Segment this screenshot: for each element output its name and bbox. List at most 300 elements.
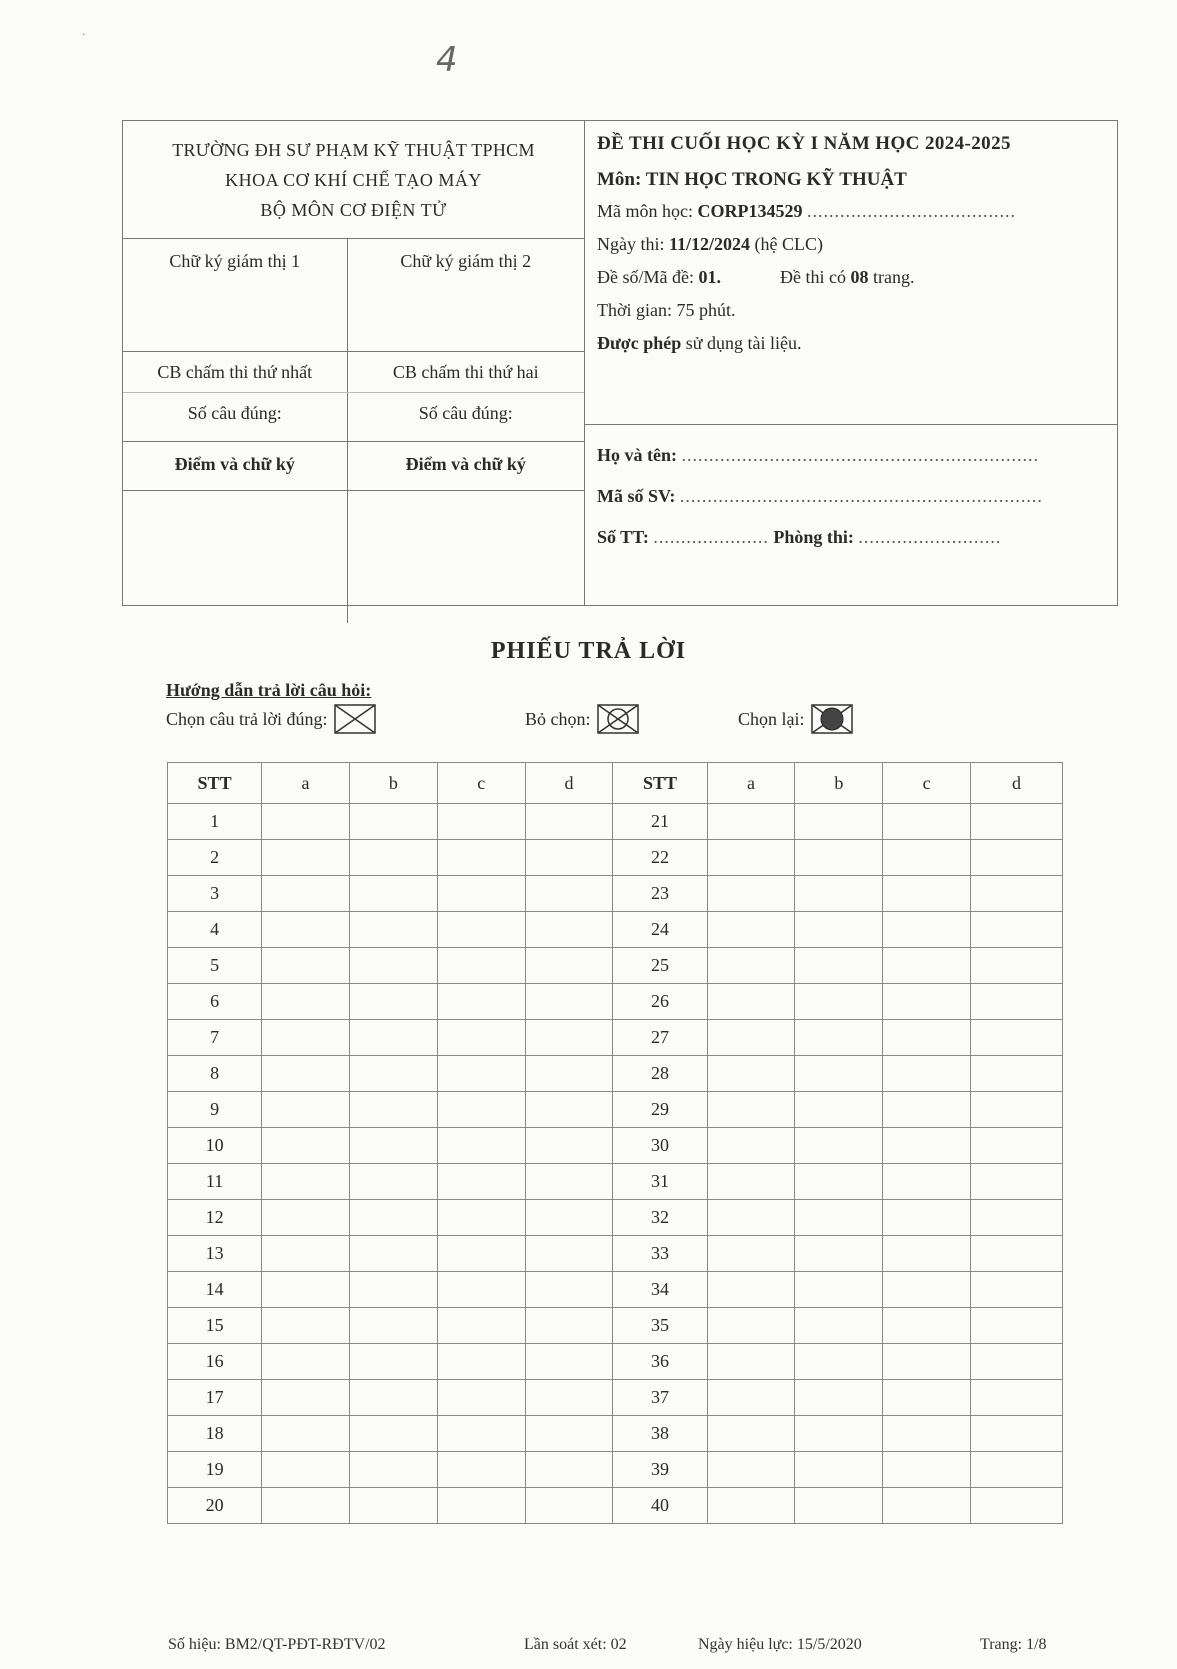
question-number: 28 — [613, 1056, 707, 1092]
answer-cell-d[interactable] — [525, 804, 613, 840]
correct-count1-label: Số câu đúng: — [123, 393, 348, 441]
answer-cell-d[interactable] — [971, 1200, 1063, 1236]
answer-cell-b[interactable] — [349, 1272, 437, 1308]
answer-cell-a[interactable] — [707, 1056, 795, 1092]
answer-cell-d[interactable] — [525, 1020, 613, 1056]
answer-cell-b[interactable] — [795, 1020, 883, 1056]
answer-cell-c[interactable] — [437, 1020, 525, 1056]
answer-cell-d[interactable] — [971, 1164, 1063, 1200]
answer-cell-d[interactable] — [525, 876, 613, 912]
answer-cell-b[interactable] — [349, 1416, 437, 1452]
answer-cell-c[interactable] — [437, 1452, 525, 1488]
materials-bold: Được phép — [597, 333, 682, 353]
question-number: 7 — [168, 1020, 262, 1056]
circled-cross-box-icon — [597, 704, 639, 734]
table-row — [168, 1056, 1063, 1092]
answer-cell-d[interactable] — [971, 1236, 1063, 1272]
answer-cell-a[interactable] — [707, 840, 795, 876]
proctor2-label: Chữ ký giám thị 2 — [400, 251, 532, 271]
question-number: 2 — [168, 840, 262, 876]
answer-cell-c[interactable] — [883, 804, 971, 840]
name-field[interactable]: ................................................................. — [681, 445, 1039, 465]
answer-cell-a[interactable] — [262, 1272, 350, 1308]
table-row — [168, 1380, 1063, 1416]
answer-cell-b[interactable] — [349, 1092, 437, 1128]
answer-table-body — [168, 804, 1063, 1524]
answer-cell-b[interactable] — [795, 1164, 883, 1200]
legend-choose — [166, 704, 376, 734]
question-number: 29 — [613, 1092, 707, 1128]
answer-cell-a[interactable] — [707, 1236, 795, 1272]
answer-cell-b[interactable] — [349, 1128, 437, 1164]
answer-cell-a[interactable] — [707, 1200, 795, 1236]
question-number: 33 — [613, 1236, 707, 1272]
col-b-right: b — [795, 763, 883, 804]
answer-cell-d[interactable] — [971, 1344, 1063, 1380]
student-name-line — [597, 445, 1117, 466]
answer-cell-c[interactable] — [437, 876, 525, 912]
exam-no: 01. — [698, 267, 721, 287]
answer-cell-c[interactable] — [437, 912, 525, 948]
score1-label: Điểm và chữ ký — [123, 442, 348, 490]
answer-cell-c[interactable] — [883, 1380, 971, 1416]
question-number: 24 — [613, 912, 707, 948]
answer-cell-b[interactable] — [349, 1020, 437, 1056]
answer-cell-c[interactable] — [883, 1272, 971, 1308]
answer-cell-a[interactable] — [707, 948, 795, 984]
seq-label: Số TT: — [597, 527, 649, 547]
col-a-left: a — [262, 763, 350, 804]
answer-cell-d[interactable] — [971, 948, 1063, 984]
answer-cell-c[interactable] — [883, 912, 971, 948]
answer-cell-c[interactable] — [883, 1416, 971, 1452]
header-left-panel — [123, 121, 585, 605]
question-number: 20 — [168, 1488, 262, 1524]
guide-title: Hướng dẫn trả lời câu hỏi: — [166, 680, 372, 700]
answer-cell-c[interactable] — [883, 1128, 971, 1164]
question-number: 22 — [613, 840, 707, 876]
answer-cell-d[interactable] — [971, 1092, 1063, 1128]
pages-label-pre: Đề thi có — [779, 267, 846, 287]
answer-cell-a[interactable] — [707, 876, 795, 912]
answer-cell-c[interactable] — [883, 876, 971, 912]
doc-code: Số hiệu: BM2/QT-PĐT-RĐTV/02 — [168, 1636, 386, 1653]
table-row — [168, 1128, 1063, 1164]
answer-sheet-title: PHIẾU TRẢ LỜI — [490, 638, 687, 664]
question-number: 25 — [613, 948, 707, 984]
answer-cell-a[interactable] — [262, 1416, 350, 1452]
table-row — [168, 948, 1063, 984]
question-number: 17 — [168, 1380, 262, 1416]
exam-info — [585, 121, 1117, 425]
answer-cell-d[interactable] — [971, 876, 1063, 912]
exam-no-label: Đề số/Mã đề: — [597, 267, 694, 287]
answer-cell-a[interactable] — [262, 1200, 350, 1236]
unchoose-label: Bỏ chọn: — [525, 708, 591, 729]
question-number: 30 — [613, 1128, 707, 1164]
answer-cell-b[interactable] — [349, 1488, 437, 1524]
seat-room-line — [597, 527, 1117, 548]
answer-cell-b[interactable] — [795, 1308, 883, 1344]
exam-date-line — [597, 234, 1117, 255]
answer-cell-b[interactable] — [349, 948, 437, 984]
table-row — [168, 1344, 1063, 1380]
question-number: 35 — [613, 1308, 707, 1344]
question-number: 3 — [168, 876, 262, 912]
answer-cell-b[interactable] — [795, 1236, 883, 1272]
table-row — [168, 1200, 1063, 1236]
col-b-left: b — [349, 763, 437, 804]
revision: Lần soát xét: 02 — [524, 1636, 627, 1653]
proctor-signature-row — [123, 239, 584, 352]
answer-cell-b[interactable] — [349, 1380, 437, 1416]
answer-cell-c[interactable] — [883, 1164, 971, 1200]
table-row — [168, 912, 1063, 948]
answer-cell-a[interactable] — [262, 1164, 350, 1200]
answer-cell-a[interactable] — [707, 1272, 795, 1308]
col-a-right: a — [707, 763, 795, 804]
correct-count-row — [123, 393, 584, 442]
question-number: 38 — [613, 1416, 707, 1452]
answer-cell-b[interactable] — [795, 1380, 883, 1416]
answer-cell-b[interactable] — [795, 876, 883, 912]
col-stt-left: STT — [168, 763, 262, 804]
answer-cell-c[interactable] — [883, 840, 971, 876]
question-number: 8 — [168, 1056, 262, 1092]
grader1-label: CB chấm thi thứ nhất — [123, 352, 348, 392]
answer-cell-a[interactable] — [707, 1380, 795, 1416]
question-number: 15 — [168, 1308, 262, 1344]
answer-cell-d[interactable] — [525, 948, 613, 984]
question-number: 9 — [168, 1092, 262, 1128]
question-number: 21 — [613, 804, 707, 840]
answer-cell-a[interactable] — [707, 912, 795, 948]
filled-circle-box-icon — [811, 704, 853, 734]
student-id-line — [597, 486, 1117, 507]
exam-title: ĐỀ THI CUỐI HỌC KỲ I NĂM HỌC 2024-2025 — [597, 133, 1011, 154]
grader2-label: CB chấm thi thứ hai — [392, 362, 539, 382]
answer-cell-d[interactable] — [525, 1272, 613, 1308]
answer-cell-a[interactable] — [262, 1308, 350, 1344]
score-signature-row — [123, 491, 584, 623]
correct-count2-label: Số câu đúng: — [418, 403, 513, 423]
score-row — [123, 442, 584, 491]
answer-cell-c[interactable] — [437, 1272, 525, 1308]
answer-cell-b[interactable] — [795, 1056, 883, 1092]
answer-cell-d[interactable] — [971, 912, 1063, 948]
answer-cell-c[interactable] — [437, 1092, 525, 1128]
answer-cell-a[interactable] — [262, 1020, 350, 1056]
answer-cell-c[interactable] — [883, 1020, 971, 1056]
dots: ...................................... — [807, 201, 1016, 221]
table-row — [168, 1308, 1063, 1344]
room-field[interactable]: .......................... — [858, 527, 1002, 547]
table-row — [168, 984, 1063, 1020]
answer-cell-d[interactable] — [525, 912, 613, 948]
answer-cell-d[interactable] — [525, 1056, 613, 1092]
answer-cell-b[interactable] — [795, 1488, 883, 1524]
answer-cell-a[interactable] — [262, 1380, 350, 1416]
student-id-label: Mã số SV: — [597, 486, 676, 506]
answer-cell-a[interactable] — [262, 1236, 350, 1272]
legend-rechoose — [738, 704, 853, 734]
answer-cell-d[interactable] — [525, 1308, 613, 1344]
answer-cell-c[interactable] — [883, 1344, 971, 1380]
duration: 75 phút. — [676, 300, 736, 320]
answer-cell-c[interactable] — [437, 1128, 525, 1164]
question-number: 40 — [613, 1488, 707, 1524]
room-label: Phòng thi: — [773, 527, 854, 547]
answer-cell-b[interactable] — [795, 948, 883, 984]
page-number: Trang: 1/8 — [980, 1636, 1047, 1653]
answer-cell-c[interactable] — [437, 1164, 525, 1200]
answer-cell-c[interactable] — [437, 1488, 525, 1524]
handwritten-page-number: 4 — [436, 40, 458, 80]
answer-cell-c[interactable] — [883, 1236, 971, 1272]
question-number: 23 — [613, 876, 707, 912]
answer-cell-a[interactable] — [707, 1452, 795, 1488]
question-number: 32 — [613, 1200, 707, 1236]
question-number: 1 — [168, 804, 262, 840]
col-stt-right: STT — [613, 763, 707, 804]
answer-cell-b[interactable] — [349, 1200, 437, 1236]
student-info — [585, 425, 1117, 548]
question-number: 18 — [168, 1416, 262, 1452]
answer-cell-c[interactable] — [883, 1308, 971, 1344]
page-count: 08 — [850, 267, 869, 287]
answer-cell-b[interactable] — [349, 1308, 437, 1344]
answer-cell-d[interactable] — [971, 984, 1063, 1020]
answer-cell-a[interactable] — [707, 1020, 795, 1056]
effective-date: Ngày hiệu lực: 15/5/2020 — [698, 1636, 862, 1653]
materials-rest: sử dụng tài liệu. — [685, 333, 802, 353]
score2-label: Điểm và chữ ký — [405, 454, 526, 474]
score2-box — [348, 491, 584, 623]
answer-cell-b[interactable] — [795, 1272, 883, 1308]
legend-unchoose — [525, 704, 639, 734]
answer-cell-a[interactable] — [707, 1128, 795, 1164]
answer-cell-b[interactable] — [795, 1128, 883, 1164]
answer-cell-a[interactable] — [262, 1056, 350, 1092]
answer-cell-a[interactable] — [262, 840, 350, 876]
answer-cell-c[interactable] — [437, 1416, 525, 1452]
pages-label-post: trang. — [872, 267, 915, 287]
question-number: 34 — [613, 1272, 707, 1308]
col-c-left: c — [437, 763, 525, 804]
answer-table — [167, 762, 1063, 1524]
table-row — [168, 1164, 1063, 1200]
exam-number-line — [597, 267, 1117, 288]
answer-cell-d[interactable] — [971, 1272, 1063, 1308]
answer-cell-b[interactable] — [795, 1200, 883, 1236]
answer-cell-a[interactable] — [262, 1452, 350, 1488]
answer-cell-d[interactable] — [525, 1236, 613, 1272]
answer-cell-b[interactable] — [795, 1344, 883, 1380]
exam-date-note: (hệ CLC) — [754, 234, 823, 254]
answer-cell-a[interactable] — [707, 1488, 795, 1524]
table-row — [168, 1092, 1063, 1128]
answer-cell-d[interactable] — [525, 984, 613, 1020]
cross-box-icon — [334, 704, 376, 734]
answer-cell-d[interactable] — [525, 840, 613, 876]
answer-cell-d[interactable] — [525, 1344, 613, 1380]
answer-cell-b[interactable] — [349, 912, 437, 948]
answer-cell-d[interactable] — [525, 1128, 613, 1164]
table-row — [168, 876, 1063, 912]
footer — [0, 1636, 1177, 1666]
answer-cell-b[interactable] — [795, 984, 883, 1020]
question-number: 5 — [168, 948, 262, 984]
answer-cell-b[interactable] — [349, 984, 437, 1020]
exam-header — [122, 120, 1118, 606]
answer-cell-b[interactable] — [349, 1452, 437, 1488]
answer-cell-a[interactable] — [707, 1092, 795, 1128]
question-number: 37 — [613, 1380, 707, 1416]
answer-cell-b[interactable] — [795, 1452, 883, 1488]
answer-cell-c[interactable] — [437, 1380, 525, 1416]
answer-cell-b[interactable] — [795, 804, 883, 840]
answer-cell-b[interactable] — [795, 912, 883, 948]
answer-cell-a[interactable] — [262, 804, 350, 840]
answer-cell-d[interactable] — [971, 1020, 1063, 1056]
question-number: 26 — [613, 984, 707, 1020]
answer-cell-a[interactable] — [262, 876, 350, 912]
answer-cell-a[interactable] — [262, 1128, 350, 1164]
exam-date: 11/12/2024 — [669, 234, 751, 254]
course-code-label: Mã môn học: — [597, 201, 693, 221]
subject: Môn: TIN HỌC TRONG KỸ THUẬT — [597, 169, 907, 190]
header-right-panel — [585, 121, 1117, 605]
answer-cell-c[interactable] — [437, 1200, 525, 1236]
answer-cell-c[interactable] — [437, 1344, 525, 1380]
duration-label: Thời gian: — [597, 300, 673, 320]
table-row — [168, 1452, 1063, 1488]
answer-cell-c[interactable] — [437, 840, 525, 876]
answer-cell-a[interactable] — [262, 1092, 350, 1128]
answer-cell-c[interactable] — [437, 1056, 525, 1092]
exam-date-label: Ngày thi: — [597, 234, 665, 254]
answer-cell-a[interactable] — [707, 1344, 795, 1380]
answer-cell-a[interactable] — [707, 1164, 795, 1200]
question-number: 6 — [168, 984, 262, 1020]
answer-cell-b[interactable] — [349, 876, 437, 912]
course-code: CORP134529 — [697, 201, 803, 221]
seq-field[interactable]: ..................... — [653, 527, 769, 547]
answer-cell-c[interactable] — [437, 984, 525, 1020]
answer-cell-b[interactable] — [349, 1164, 437, 1200]
answer-cell-d[interactable] — [971, 804, 1063, 840]
answer-cell-d[interactable] — [971, 1452, 1063, 1488]
answer-cell-a[interactable] — [262, 912, 350, 948]
answer-cell-b[interactable] — [349, 1056, 437, 1092]
question-number: 13 — [168, 1236, 262, 1272]
department-name: BỘ MÔN CƠ ĐIỆN TỬ — [260, 200, 447, 220]
grader-row — [123, 352, 584, 393]
answer-cell-a[interactable] — [262, 984, 350, 1020]
choose-label: Chọn câu trả lời đúng: — [166, 708, 328, 729]
answer-cell-a[interactable] — [707, 984, 795, 1020]
answer-cell-a[interactable] — [707, 1308, 795, 1344]
answer-cell-d[interactable] — [525, 1416, 613, 1452]
scan-speck: · — [82, 30, 86, 41]
answer-cell-c[interactable] — [883, 1200, 971, 1236]
answer-cell-c[interactable] — [883, 984, 971, 1020]
table-row — [168, 1020, 1063, 1056]
question-number: 31 — [613, 1164, 707, 1200]
answer-cell-b[interactable] — [349, 1344, 437, 1380]
answer-cell-d[interactable] — [525, 1200, 613, 1236]
question-number: 36 — [613, 1344, 707, 1380]
table-row — [168, 1416, 1063, 1452]
answer-cell-a[interactable] — [262, 1488, 350, 1524]
course-code-line — [597, 201, 1117, 222]
answer-cell-a[interactable] — [707, 1416, 795, 1452]
table-row — [168, 1236, 1063, 1272]
answer-cell-d[interactable] — [525, 1164, 613, 1200]
answer-cell-d[interactable] — [971, 840, 1063, 876]
answer-cell-b[interactable] — [349, 804, 437, 840]
col-d-left: d — [525, 763, 613, 804]
table-row — [168, 1272, 1063, 1308]
question-number: 19 — [168, 1452, 262, 1488]
question-number: 27 — [613, 1020, 707, 1056]
question-number: 4 — [168, 912, 262, 948]
table-row — [168, 804, 1063, 840]
student-id-field[interactable]: .................................................................. — [679, 486, 1043, 506]
answer-cell-c[interactable] — [883, 1092, 971, 1128]
answer-cell-d[interactable] — [971, 1056, 1063, 1092]
answer-cell-d[interactable] — [525, 1488, 613, 1524]
name-label: Họ và tên: — [597, 445, 677, 465]
answer-cell-c[interactable] — [437, 1236, 525, 1272]
question-number: 14 — [168, 1272, 262, 1308]
proctor1-label: Chữ ký giám thị 1 — [123, 239, 348, 351]
rechoose-label: Chọn lại: — [738, 708, 805, 729]
answer-cell-d[interactable] — [525, 1452, 613, 1488]
answer-cell-c[interactable] — [883, 1056, 971, 1092]
answer-cell-d[interactable] — [971, 1416, 1063, 1452]
answer-cell-d[interactable] — [525, 1380, 613, 1416]
answer-cell-b[interactable] — [349, 1236, 437, 1272]
answer-cell-c[interactable] — [883, 1488, 971, 1524]
answer-cell-c[interactable] — [883, 1452, 971, 1488]
question-number: 16 — [168, 1344, 262, 1380]
answer-cell-a[interactable] — [262, 1344, 350, 1380]
duration-line — [597, 300, 1117, 321]
answer-cell-b[interactable] — [795, 1092, 883, 1128]
answer-cell-c[interactable] — [437, 1308, 525, 1344]
answer-cell-d[interactable] — [971, 1308, 1063, 1344]
question-number: 11 — [168, 1164, 262, 1200]
answer-cell-c[interactable] — [437, 948, 525, 984]
answer-cell-b[interactable] — [795, 1416, 883, 1452]
answer-cell-b[interactable] — [795, 840, 883, 876]
answer-cell-d[interactable] — [971, 1488, 1063, 1524]
answer-cell-c[interactable] — [883, 948, 971, 984]
answer-table-header — [168, 763, 1063, 804]
answer-cell-a[interactable] — [262, 948, 350, 984]
answer-cell-c[interactable] — [437, 804, 525, 840]
answer-cell-a[interactable] — [707, 804, 795, 840]
question-number: 12 — [168, 1200, 262, 1236]
answer-cell-d[interactable] — [971, 1128, 1063, 1164]
question-number: 10 — [168, 1128, 262, 1164]
answer-cell-b[interactable] — [349, 840, 437, 876]
answer-cell-d[interactable] — [971, 1380, 1063, 1416]
question-number: 39 — [613, 1452, 707, 1488]
score1-box — [123, 491, 348, 623]
answer-cell-d[interactable] — [525, 1092, 613, 1128]
